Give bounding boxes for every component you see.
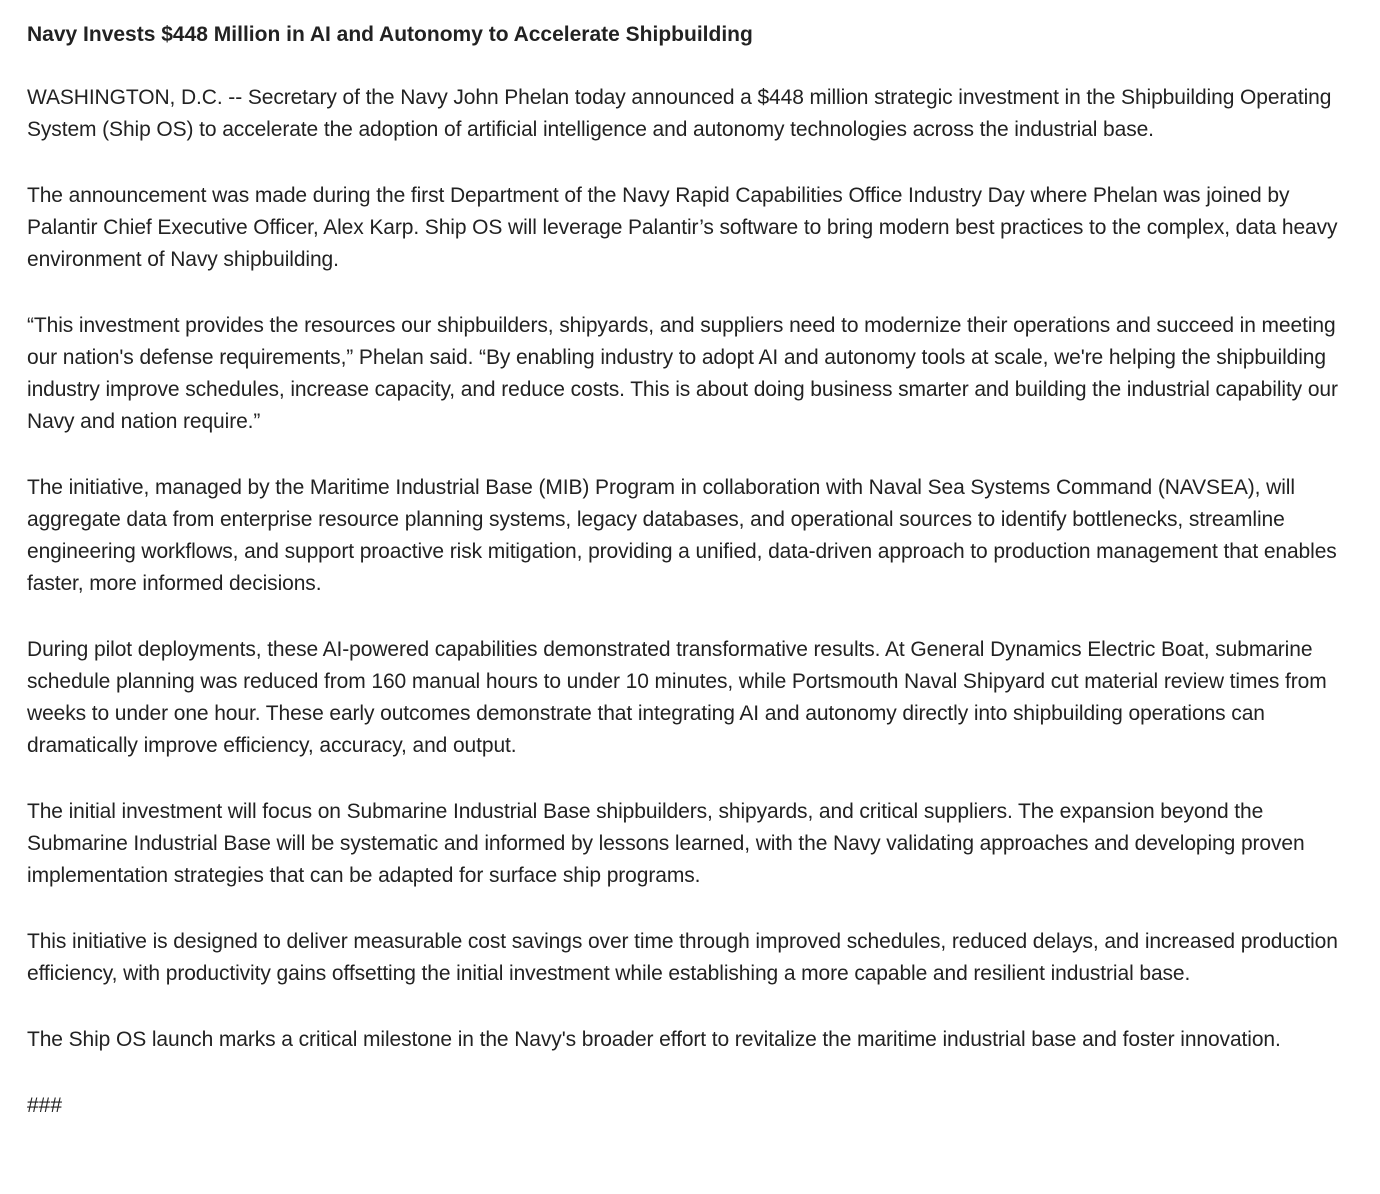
paragraph-announcement: The announcement was made during the first Department of the Navy Rapid Capabilities Office Industry Day where Phelan was joined by Palantir Chief Executive Officer, Alex Karp. Ship OS will leverage Palantir’s software to bring modern best practices to the complex, data heavy environment of Navy shipbuilding. — [27, 184, 1338, 271]
end-mark: ### — [27, 1094, 63, 1117]
paragraph-pilot-results: During pilot deployments, these AI-powered capabilities demonstrated transformative results. At General Dynamics Electric Boat, submarine schedule planning was reduced from 160 manual hours to under 10 minutes, while Portsmouth Naval Shipyard cut material review times from weeks to under one hour. These early outcomes demonstrate that integrating AI and autonomy directly into shipbuilding operations can dramatically improve efficiency, accuracy, and output. — [27, 638, 1327, 757]
paragraph-dateline: WASHINGTON, D.C. -- Secretary of the Navy John Phelan today announced a $448 million strategic investment in the Shipbuilding Operating System (Ship OS) to accelerate the adoption of artificial intelligence and autonomy technologies across the industrial base. — [27, 86, 1332, 141]
headline: Navy Invests $448 Million in AI and Autonomy to Accelerate Shipbuilding — [27, 23, 753, 46]
paragraph-cost-savings: This initiative is designed to deliver measurable cost savings over time through improved schedules, reduced delays, and increased production efficiency, with productivity gains offsetting the initial investment while establishing a more capable and resilient industrial base. — [27, 930, 1338, 985]
paragraph-quote: “This investment provides the resources our shipbuilders, shipyards, and suppliers need to modernize their operations and succeed in meeting our nation's defense requirements,” Phelan said. “By enabling industry to adopt AI and autonomy tools at scale, we're helping the shipbuilding industry improve schedules, increase capacity, and reduce costs. This is about doing business smarter and building the industrial capability our Navy and nation require.” — [27, 314, 1338, 433]
paragraph-initial-focus: The initial investment will focus on Submarine Industrial Base shipbuilders, shipyards, and critical suppliers. The expansion beyond the Submarine Industrial Base will be systematic and informed by lessons learned, with the Navy validating approaches and developing proven implementation strategies that can be adapted for surface ship programs. — [27, 800, 1305, 887]
paragraph-initiative: The initiative, managed by the Maritime Industrial Base (MIB) Program in collaboration with Naval Sea Systems Command (NAVSEA), will aggregate data from enterprise resource planning systems, legacy databases, and operational sources to identify bottlenecks, streamline engineering workflows, and support proactive risk mitigation, providing a unified, data-driven approach to production management that enables faster, more informed decisions. — [27, 476, 1337, 595]
paragraph-milestone: The Ship OS launch marks a critical milestone in the Navy's broader effort to revitalize the maritime industrial base and foster innovation. — [27, 1028, 1281, 1051]
